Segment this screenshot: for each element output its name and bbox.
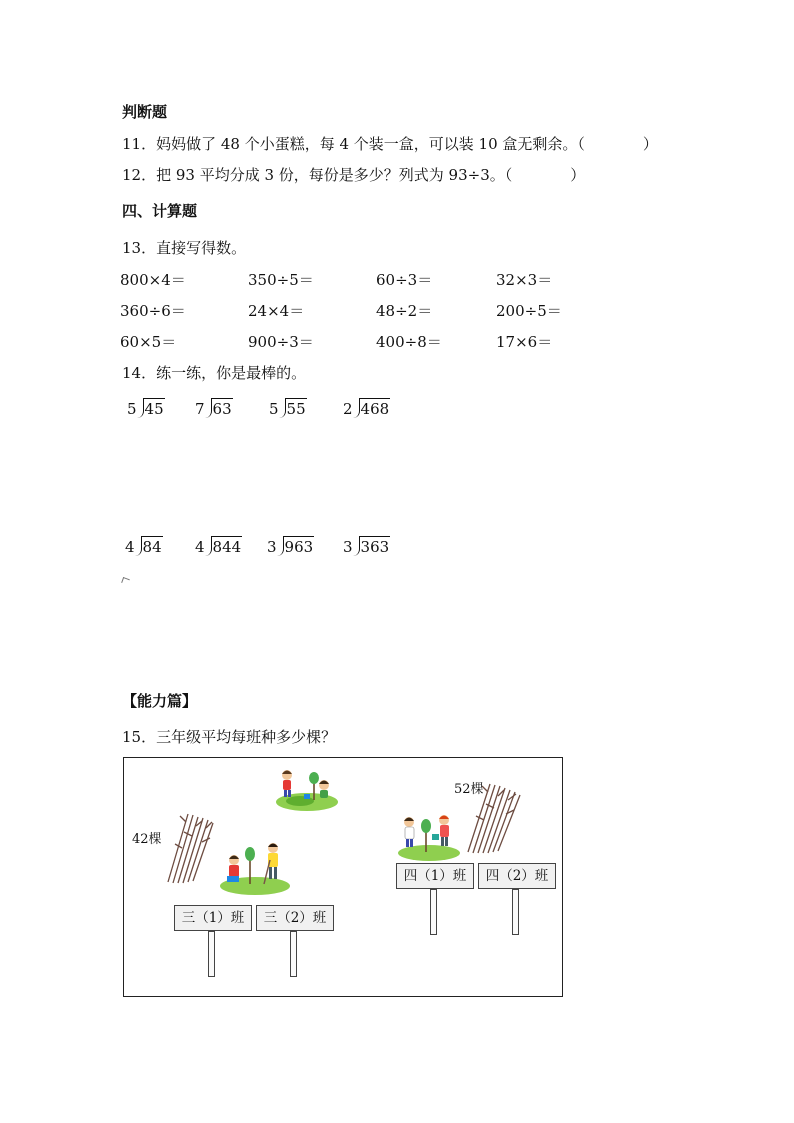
calc-item: 17×6＝ (496, 333, 553, 351)
right-sapling-count: 52棵 (454, 782, 484, 797)
class-sign-4-2: 四（2）班 (478, 863, 556, 889)
dividend: 363 (360, 538, 390, 556)
question-11 (122, 133, 658, 154)
question-12-text: 12．把 93 平均分成 3 份，每份是多少？列式为 93÷3。（ (122, 166, 513, 184)
division-bracket (353, 398, 360, 418)
children-watering-illustration (396, 808, 462, 862)
calc-item: 350÷5＝ (248, 271, 314, 289)
divisor: 4 (195, 538, 205, 556)
calc-item: 900÷3＝ (248, 333, 314, 351)
dividend: 63 (212, 400, 232, 418)
section-title-calc: 四、计算题 (122, 202, 198, 220)
sign-post (512, 889, 519, 935)
division-bracket (205, 398, 212, 418)
dividend: 45 (144, 400, 164, 418)
children-planting-illustration (274, 766, 340, 812)
divisor: 4 (125, 538, 135, 556)
long-division (343, 536, 390, 560)
divisor: 3 (343, 538, 353, 556)
division-bracket (135, 536, 142, 556)
calc-item: 360÷6＝ (120, 302, 186, 320)
division-bracket (277, 536, 284, 556)
calc-item: 400÷8＝ (376, 333, 442, 351)
class-sign-4-1: 四（1）班 (396, 863, 474, 889)
calc-item: 24×4＝ (248, 302, 305, 320)
sign-post (208, 931, 215, 977)
calc-item: 48÷2＝ (376, 302, 433, 320)
divisor: 7 (195, 400, 205, 418)
calc-item: 200÷5＝ (496, 302, 562, 320)
dividend: 963 (284, 538, 314, 556)
long-division (269, 398, 307, 422)
divisor: 5 (269, 400, 279, 418)
question-11-text: 11．妈妈做了 48 个小蛋糕，每 4 个装一盒，可以装 10 盒无剩余。（ (122, 135, 585, 153)
sign-post (430, 889, 437, 935)
calc-item: 60×5＝ (120, 333, 177, 351)
class-sign-3-2: 三（2）班 (256, 905, 334, 931)
long-division (267, 536, 314, 560)
question-14-prompt: 14．练一练，你是最棒的。 (122, 364, 307, 382)
long-division (195, 398, 233, 422)
question-11-close: ） (642, 135, 658, 153)
question-13-prompt: 13．直接写得数。 (122, 239, 247, 257)
divisor: 2 (343, 400, 353, 418)
left-sapling-count: 42棵 (132, 832, 162, 847)
question-12-close: ） (570, 166, 586, 184)
saplings-bundle-left-icon (162, 808, 218, 886)
adults-planting-illustration (218, 838, 292, 896)
question-12 (122, 164, 585, 185)
dividend: 84 (142, 538, 162, 556)
sign-post (290, 931, 297, 977)
division-bracket (353, 536, 360, 556)
division-bracket (137, 398, 144, 418)
divisor: 5 (127, 400, 137, 418)
illustration-frame (123, 757, 563, 997)
long-division (195, 536, 242, 560)
calc-item: 32×3＝ (496, 271, 553, 289)
calc-item: 60÷3＝ (376, 271, 433, 289)
section-title-ability: 【能力篇】 (122, 692, 198, 710)
class-sign-3-1: 三（1）班 (174, 905, 252, 931)
stray-mark (121, 577, 130, 585)
dividend: 844 (212, 538, 242, 556)
dividend: 468 (360, 400, 390, 418)
long-division (127, 398, 165, 422)
divisor: 3 (267, 538, 277, 556)
long-division (343, 398, 390, 422)
calc-item: 800×4＝ (120, 271, 186, 289)
long-division (125, 536, 163, 560)
question-15-prompt: 15．三年级平均每班种多少棵？ (122, 728, 337, 746)
dividend: 55 (286, 400, 306, 418)
division-bracket (279, 398, 286, 418)
section-title-judge: 判断题 (122, 103, 168, 121)
division-bracket (205, 536, 212, 556)
